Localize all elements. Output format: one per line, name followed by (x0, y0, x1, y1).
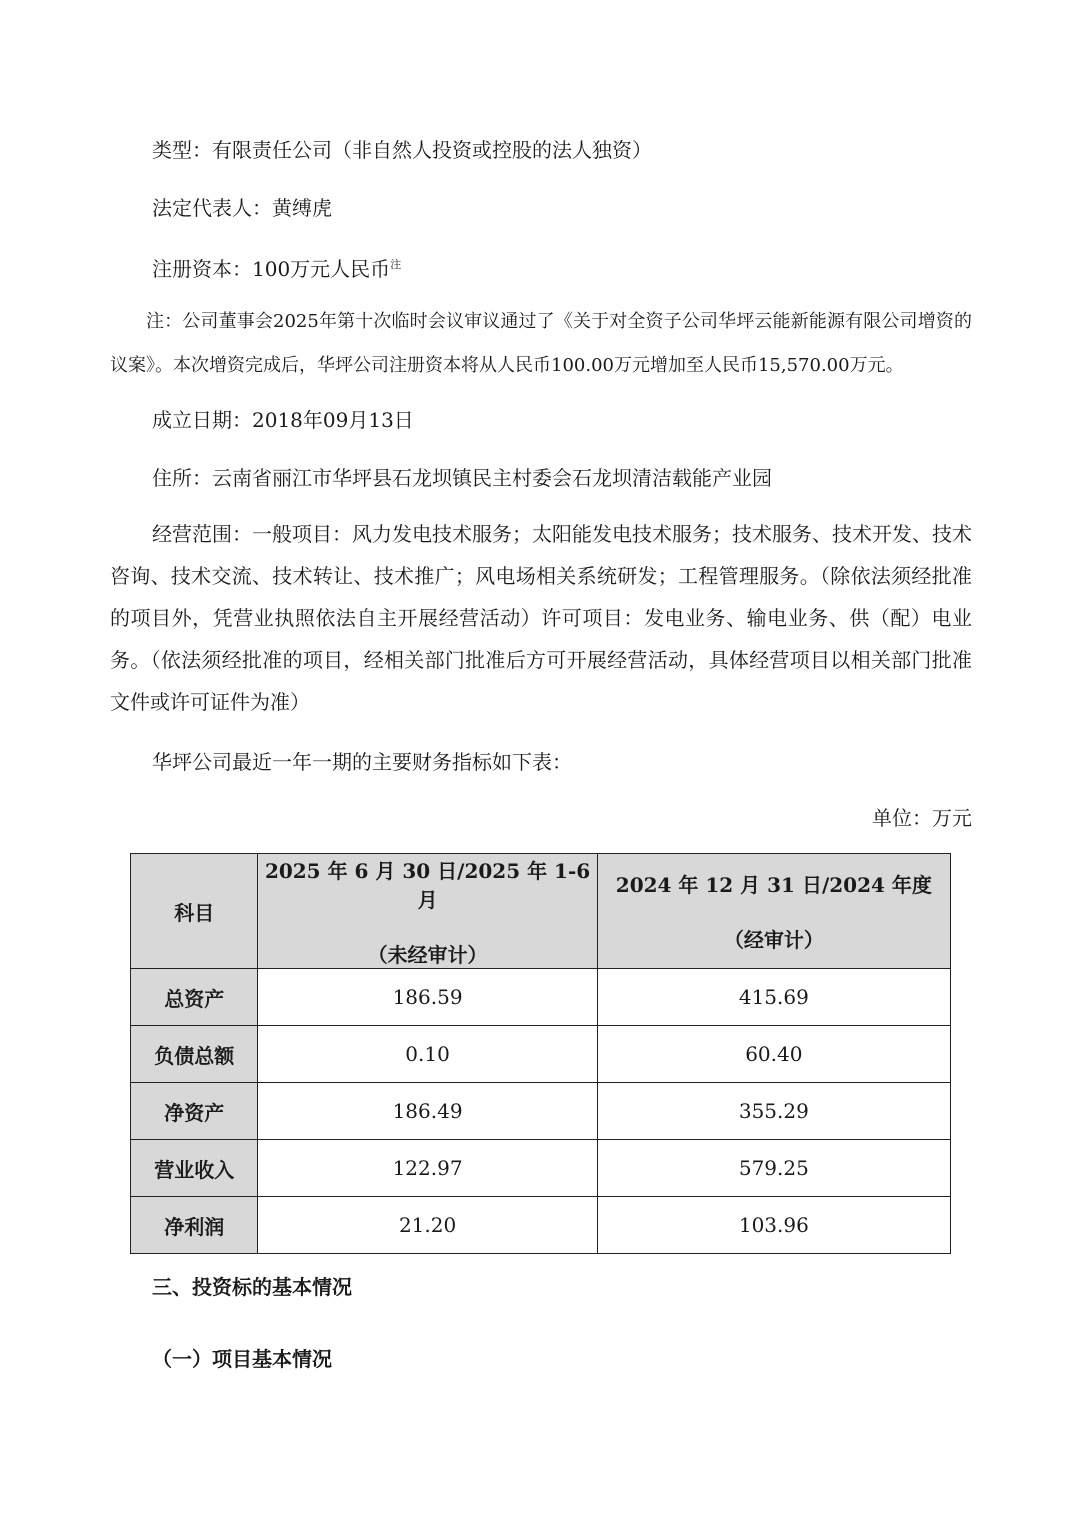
section-heading-3: 三、投资标的基本情况 (152, 1275, 352, 1299)
row-value-2024: 355.29 (597, 1083, 950, 1140)
row-label: 营业收入 (131, 1140, 258, 1197)
header-2025-period: 2025 年 6 月 30 日/2025 年 1-6 月 (264, 858, 591, 912)
header-2025-audit: （未经审计） (367, 942, 488, 967)
row-value-2025: 122.97 (258, 1140, 597, 1197)
row-label: 净资产 (131, 1083, 258, 1140)
header-2025 (258, 854, 597, 969)
row-value-2024: 415.69 (597, 969, 950, 1026)
table-row (131, 1197, 951, 1254)
row-value-2025: 186.49 (258, 1083, 597, 1140)
row-value-2025: 21.20 (258, 1197, 597, 1254)
table-row (131, 1083, 951, 1140)
established-date: 成立日期：2018年09月13日 (152, 408, 414, 432)
header-item: 科目 (131, 854, 258, 969)
address: 住所：云南省丽江市华坪县石龙坝镇民主村委会石龙坝清洁载能产业园 (152, 466, 772, 490)
row-value-2025: 186.59 (258, 969, 597, 1026)
registered-capital-text: 注册资本：100万元人民币 (152, 257, 391, 281)
registered-capital (152, 253, 401, 281)
row-value-2024: 60.40 (597, 1026, 950, 1083)
row-label: 总资产 (131, 969, 258, 1026)
row-value-2024: 579.25 (597, 1140, 950, 1197)
unit-label: 单位：万元 (872, 806, 972, 830)
subsection-heading-1: （一）项目基本情况 (152, 1347, 332, 1371)
capital-note: 注：公司董事会2025年第十次临时会议审议通过了《关于对全资子公司华坪云能新能源有限公司增资的议案》。本次增资完成后，华坪公司注册资本将从人民币100.00万元增加至人民币15,570.00万元。 (110, 311, 972, 376)
row-value-2024: 103.96 (597, 1197, 950, 1254)
table-header-row (131, 854, 951, 969)
table-row (131, 1140, 951, 1197)
capital-note-mark: 注 (390, 258, 402, 271)
header-2024-period: 2024 年 12 月 31 日/2024 年度 (615, 873, 932, 897)
company-type: 类型：有限责任公司（非自然人投资或控股的法人独资） (152, 138, 652, 162)
financial-intro: 华坪公司最近一年一期的主要财务指标如下表： (152, 750, 572, 774)
table-row (131, 1026, 951, 1083)
legal-representative: 法定代表人：黄缚虎 (152, 196, 332, 220)
financial-table (130, 853, 951, 1254)
table-row (131, 969, 951, 1026)
header-2024 (597, 854, 950, 969)
row-value-2025: 0.10 (258, 1026, 597, 1083)
business-scope: 经营范围：一般项目：风力发电技术服务；太阳能发电技术服务；技术服务、技术开发、技术咨询、技术交流、技术转让、技术推广；风电场相关系统研发；工程管理服务。（除依法须经批准的项目外，凭营业执照依法自主开展经营活动）许可项目：发电业务、输电业务、供（配）电业务。（依法须经批准的项目，经相关部门批准后方可开展经营活动，具体经营项目以相关部门批准文件或许可证件为准） (110, 522, 972, 714)
header-2024-audit: （经审计） (723, 928, 824, 952)
row-label: 负债总额 (131, 1026, 258, 1083)
row-label: 净利润 (131, 1197, 258, 1254)
